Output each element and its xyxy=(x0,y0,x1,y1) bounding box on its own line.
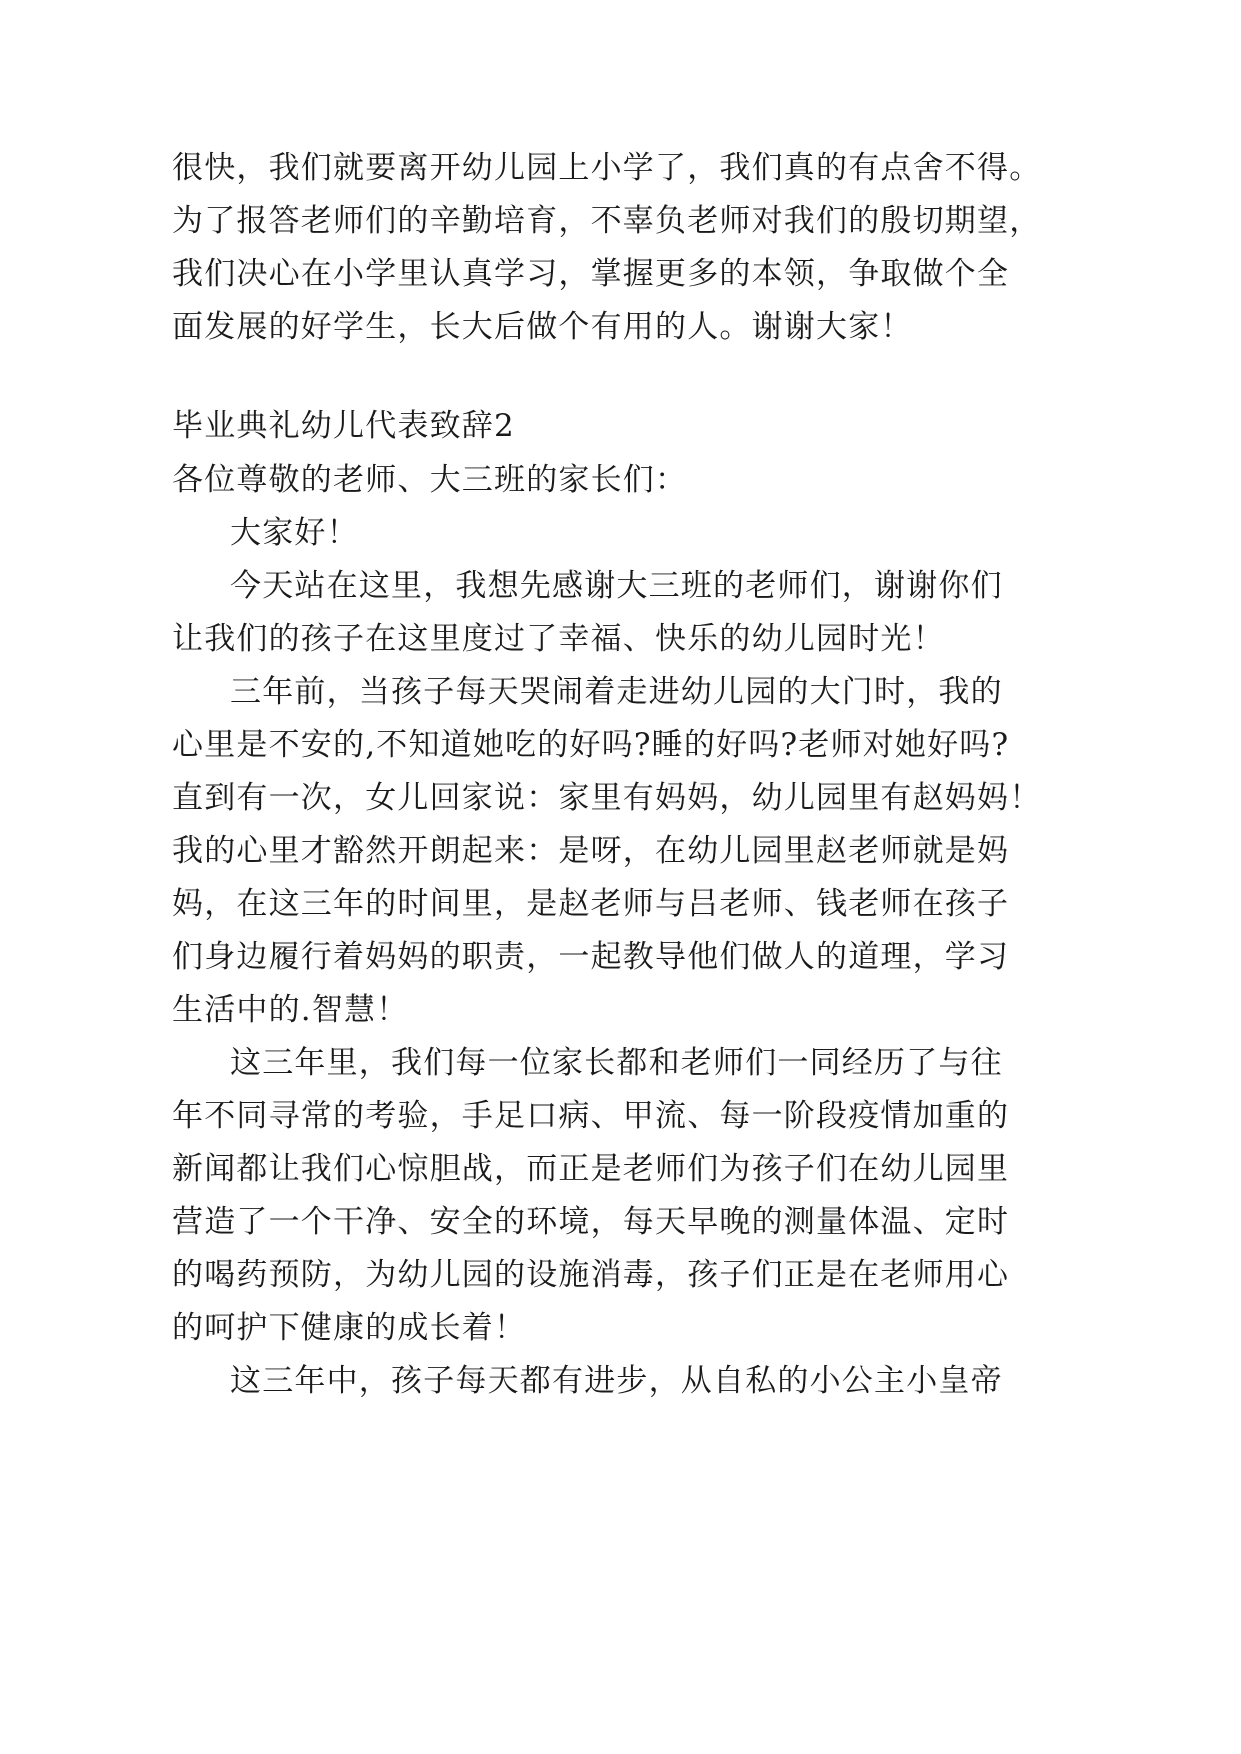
paragraph-2-line-2: 心里是不安的,不知道她吃的好吗?睡的好吗?老师对她好吗? xyxy=(172,727,1010,763)
paragraph-4-line-1: 这三年中，孩子每天都有进步，从自私的小公主小皇帝 xyxy=(230,1363,1003,1399)
paragraph-3-line-5: 的喝药预防，为幼儿园的设施消毒，孩子们正是在老师用心 xyxy=(172,1257,1010,1293)
salutation: 各位尊敬的老师、大三班的家长们： xyxy=(172,462,688,498)
intro-line-4: 面发展的好学生，长大后做个有用的人。谢谢大家！ xyxy=(172,309,913,345)
paragraph-3-line-2: 年不同寻常的考验，手足口病、甲流、每一阶段疫情加重的 xyxy=(172,1098,1010,1134)
intro-line-2: 为了报答老师们的辛勤培育，不辜负老师对我们的殷切期望， xyxy=(172,203,1042,239)
paragraph-2-line-6: 们身边履行着妈妈的职责，一起教导他们做人的道理，学习 xyxy=(172,939,1010,975)
paragraph-2-line-5: 妈，在这三年的时间里，是赵老师与吕老师、钱老师在孩子 xyxy=(172,886,1010,922)
section-title: 毕业典礼幼儿代表致辞2 xyxy=(172,408,515,444)
intro-line-1: 很快，我们就要离开幼儿园上小学了，我们真的有点舍不得。 xyxy=(172,150,1042,186)
paragraph-1-line-2: 让我们的孩子在这里度过了幸福、快乐的幼儿园时光！ xyxy=(172,621,945,657)
paragraph-3-line-4: 营造了一个干净、安全的环境，每天早晚的测量体温、定时 xyxy=(172,1204,1010,1240)
paragraph-2-line-3: 直到有一次，女儿回家说：家里有妈妈，幼儿园里有赵妈妈！ xyxy=(172,780,1042,816)
paragraph-3-line-1: 这三年里，我们每一位家长都和老师们一同经历了与往 xyxy=(230,1045,1003,1081)
paragraph-2-line-4: 我的心里才豁然开朗起来：是呀，在幼儿园里赵老师就是妈 xyxy=(172,833,1010,869)
paragraph-2-line-1: 三年前，当孩子每天哭闹着走进幼儿园的大门时，我的 xyxy=(230,674,1003,710)
intro-line-3: 我们决心在小学里认真学习，掌握更多的本领，争取做个全 xyxy=(172,256,1010,292)
paragraph-1-line-1: 今天站在这里，我想先感谢大三班的老师们，谢谢你们 xyxy=(230,568,1003,604)
greeting: 大家好！ xyxy=(230,515,359,551)
paragraph-3-line-3: 新闻都让我们心惊胆战，而正是老师们为孩子们在幼儿园里 xyxy=(172,1151,1010,1187)
paragraph-2-line-7: 生活中的.智慧！ xyxy=(172,992,409,1028)
paragraph-3-line-6: 的呵护下健康的成长着！ xyxy=(172,1310,527,1346)
